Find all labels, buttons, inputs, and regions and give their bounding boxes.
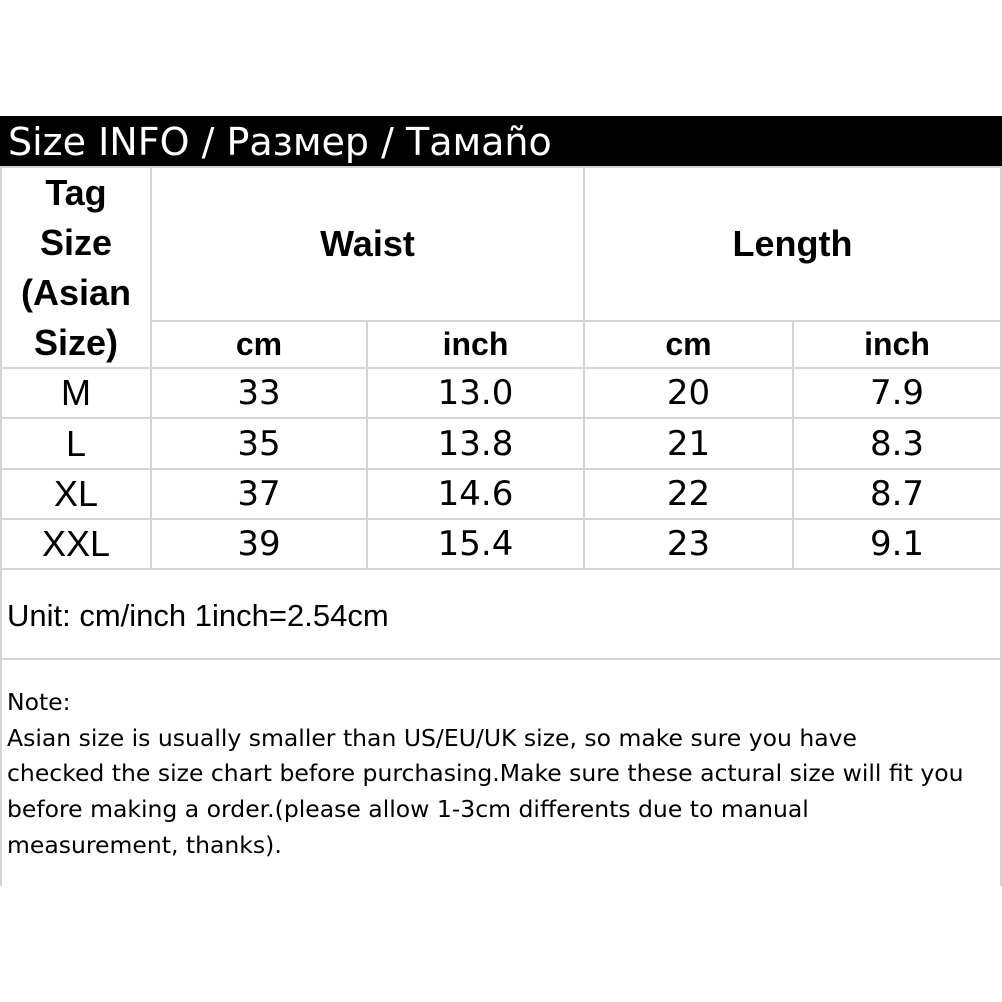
- tag-header-line: Size): [33, 321, 119, 363]
- tag-header-line: Size: [39, 221, 113, 263]
- table-cell: 20: [666, 373, 711, 413]
- title-bar: [0, 116, 1002, 166]
- note-heading: Note:: [7, 688, 71, 716]
- table-cell: 33: [237, 373, 281, 413]
- waist-cm-header: cm: [235, 326, 283, 362]
- table-cell: 8.7: [869, 474, 925, 514]
- waist-header: Waist: [320, 223, 415, 264]
- row-size: L: [65, 422, 87, 464]
- note-block: [7, 685, 999, 864]
- table-cell: 13.0: [437, 373, 514, 413]
- note-line: checked the size chart before purchasing.Make sure these actural size will fit you: [7, 759, 964, 788]
- table-cell: 35: [237, 423, 281, 464]
- waist-inch-header: inch: [442, 326, 509, 362]
- length-header: Length: [732, 223, 853, 264]
- row-size: M: [61, 372, 91, 413]
- table-line: [0, 658, 1002, 660]
- unit-text: Unit: cm/inch 1inch=2.54cm: [7, 598, 389, 633]
- note-line: measurement, thanks).: [7, 830, 282, 859]
- table-cell: 13.8: [437, 423, 514, 464]
- table-cell: 37: [237, 474, 281, 514]
- table-cell: 9.1: [869, 524, 925, 564]
- table-cell: 8.3: [869, 423, 925, 464]
- table-cell: 14.6: [437, 474, 514, 514]
- note-line: Asian size is usually smaller than US/EU/UK size, so make sure you have: [7, 723, 858, 752]
- tag-size-header: [2, 168, 150, 367]
- length-cm-header: cm: [665, 326, 712, 362]
- table-cell: 21: [666, 423, 711, 464]
- table-cell: 23: [666, 524, 711, 564]
- tag-header-line: (Asian: [20, 271, 132, 313]
- note-line: before making a order.(please allow 1-3cm differents due to manual: [7, 795, 809, 824]
- table-cell: 15.4: [437, 524, 514, 564]
- page-title: Size INFO / Размер / Тамаño: [8, 120, 552, 164]
- length-inch-header: inch: [864, 326, 930, 362]
- row-size: XL: [53, 473, 99, 514]
- table-cell: 7.9: [869, 373, 925, 413]
- table-cell: 22: [666, 474, 711, 514]
- row-size: XXL: [41, 523, 111, 564]
- table-cell: 39: [237, 524, 281, 564]
- tag-header-line: Tag: [45, 171, 107, 213]
